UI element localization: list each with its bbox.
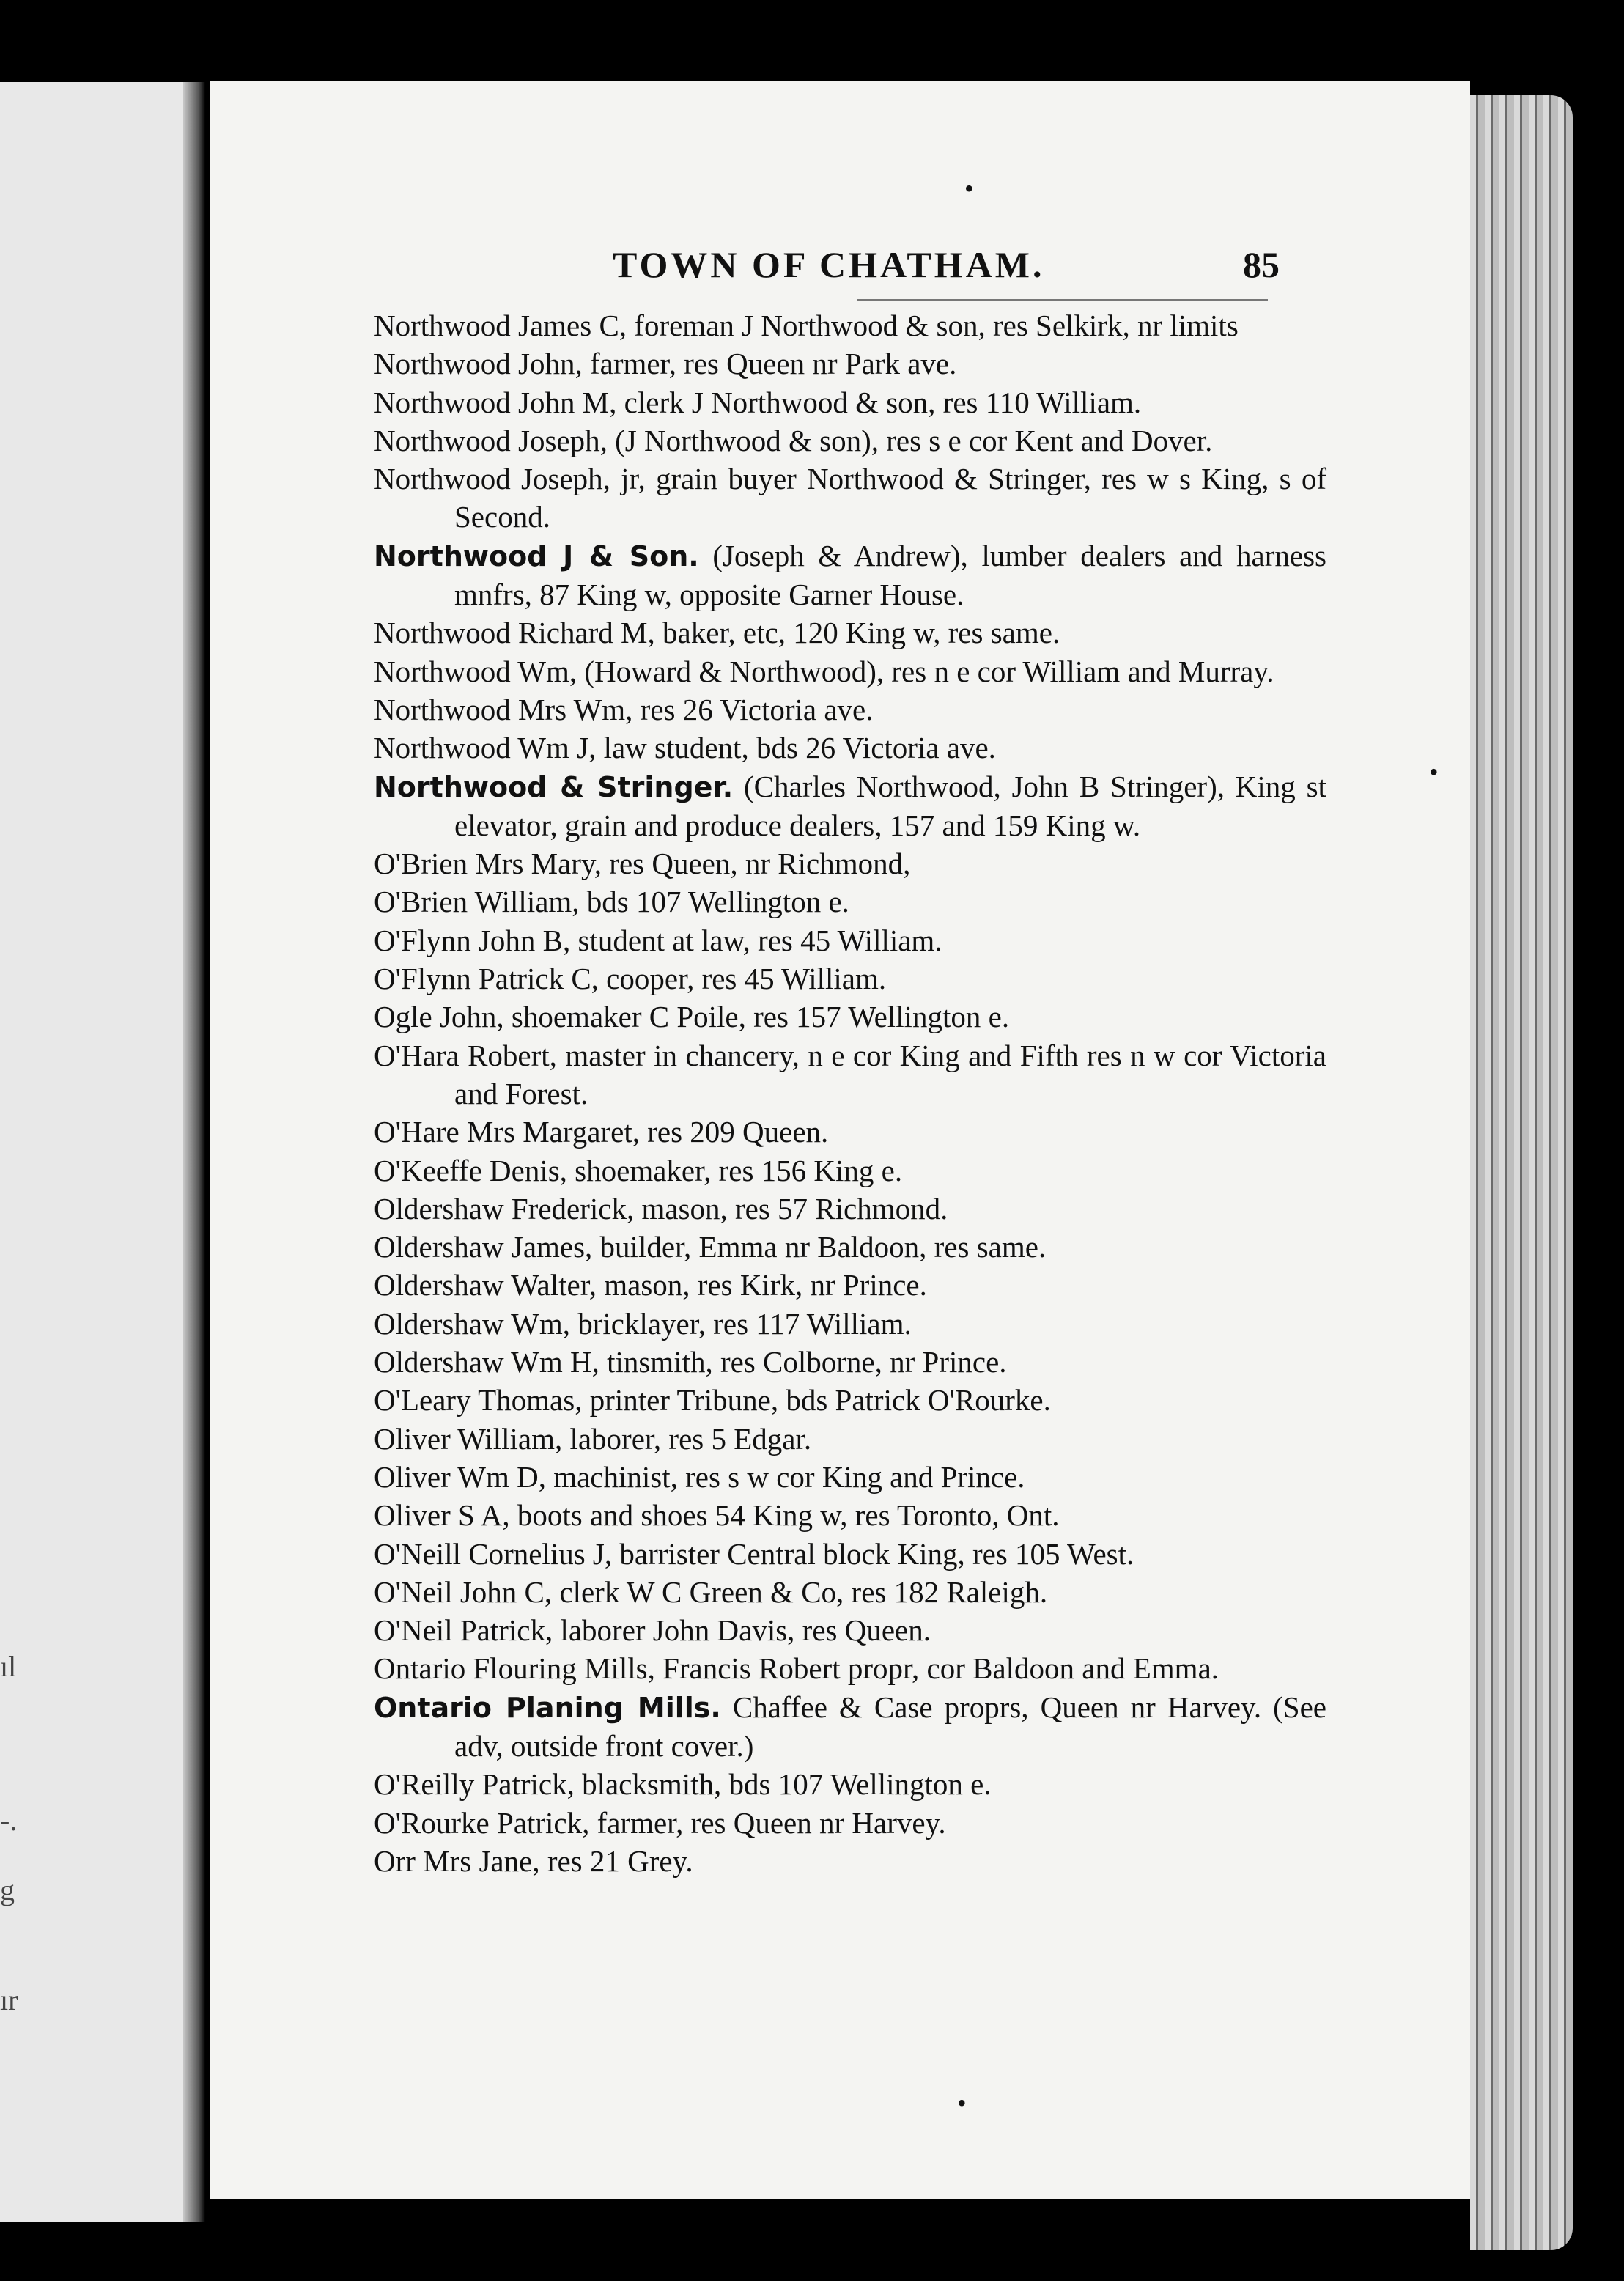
entry-text: Oldershaw Wm H, tinsmith, res Colborne, nr Prince. — [374, 1345, 1007, 1379]
directory-entry — [374, 1420, 1326, 1458]
entry-text: Oliver William, laborer, res 5 Edgar. — [374, 1421, 812, 1456]
entry-text: O'Flynn John B, student at law, res 45 William. — [374, 923, 942, 957]
entry-text: O'Keeffe Denis, shoemaker, res 156 King e. — [374, 1153, 903, 1187]
entry-text: O'Hare Mrs Margaret, res 209 Queen. — [374, 1115, 829, 1149]
entry-text: Oliver S A, boots and shoes 54 King w, res Toronto, Ont. — [374, 1498, 1060, 1533]
directory-entry — [374, 767, 1326, 845]
entry-text: Chaffee & Case proprs, Queen nr Harvey. (See adv, outside front cover.) — [454, 1689, 1326, 1763]
entry-text: Oliver Wm D, machinist, res s w cor King and Prince. — [374, 1459, 1025, 1494]
directory-entry — [374, 460, 1326, 537]
directory-entry — [374, 1804, 1326, 1842]
directory-entry — [374, 998, 1326, 1036]
directory-entry — [374, 1113, 1326, 1151]
entry-text: (Charles Northwood, John B Stringer), King st elevator, grain and produce dealers, 157 and 159 King w. — [454, 769, 1326, 842]
directory-entry — [374, 729, 1326, 767]
entry-text: O'Neil Patrick, laborer John Davis, res Queen. — [374, 1613, 931, 1648]
directory-entry — [374, 1842, 1326, 1880]
margin-fragment: ıl — [0, 1650, 17, 1683]
entry-name: Northwood J & Son. — [374, 539, 699, 572]
directory-entry — [374, 1688, 1326, 1766]
directory-entry — [374, 1649, 1326, 1687]
entry-text: O'Flynn Patrick C, cooper, res 45 William. — [374, 962, 887, 996]
page-title: TOWN OF CHATHAM. — [613, 244, 1045, 285]
entry-text: Northwood Richard M, baker, etc, 120 King w, res same. — [374, 616, 1060, 650]
directory-entry — [374, 1228, 1326, 1266]
entry-text: Northwood Wm J, law student, bds 26 Victoria ave. — [374, 731, 996, 765]
entry-name: Ontario Planing Mills. — [374, 1691, 721, 1724]
entry-text: Northwood Mrs Wm, res 26 Victoria ave. — [374, 692, 874, 726]
entry-text: Oldershaw Frederick, mason, res 57 Richmond. — [374, 1191, 948, 1226]
directory-entry — [374, 1496, 1326, 1534]
directory-entry — [374, 421, 1326, 460]
page-edges — [1470, 95, 1573, 2250]
entry-text: Northwood James C, foreman J Northwood & son, res Selkirk, nr limits — [374, 309, 1239, 342]
entry-text: Ogle John, shoemaker C Poile, res 157 Wellington e. — [374, 1000, 1010, 1034]
entry-text: O'Hara Robert, master in chancery, n e cor King and Fifth res n w cor Victoria and Forest. — [374, 1038, 1326, 1110]
entry-text: O'Neil John C, clerk W C Green & Co, res 182 Raleigh. — [374, 1574, 1048, 1609]
facing-page — [0, 82, 196, 2222]
entry-text: Northwood John, farmer, res Queen nr Park ave. — [374, 347, 957, 381]
directory-entries — [374, 306, 1326, 1880]
directory-entry — [374, 1036, 1326, 1113]
entry-text: Orr Mrs Jane, res 21 Grey. — [374, 1843, 693, 1878]
directory-entry — [374, 306, 1326, 344]
running-header — [613, 243, 1280, 295]
book-gutter — [183, 82, 205, 2222]
header-rule — [857, 299, 1268, 301]
entry-text: O'Brien Mrs Mary, res Queen, nr Richmond, — [374, 847, 911, 881]
directory-entry — [374, 1765, 1326, 1803]
directory-entry — [374, 1381, 1326, 1419]
ink-speck: • — [1429, 757, 1439, 786]
directory-entry — [374, 383, 1326, 421]
entry-text: Oldershaw Wm, bricklayer, res 117 William. — [374, 1306, 912, 1341]
entry-text: O'Reilly Patrick, blacksmith, bds 107 Wellington e. — [374, 1767, 992, 1802]
ink-speck: • — [957, 2088, 967, 2118]
margin-fragment: ır — [0, 1983, 18, 2016]
entry-text: (Joseph & Andrew), lumber dealers and harness mnfrs, 87 King w, opposite Garner House. — [454, 538, 1326, 612]
directory-entry — [374, 1611, 1326, 1649]
directory-entry — [374, 844, 1326, 882]
directory-entry — [374, 959, 1326, 998]
directory-entry — [374, 1305, 1326, 1343]
directory-entry — [374, 344, 1326, 383]
directory-entry — [374, 690, 1326, 729]
ink-speck: • — [964, 174, 974, 203]
entry-text: Northwood Joseph, (J Northwood & son), res s e cor Kent and Dover. — [374, 423, 1213, 457]
entry-name: Northwood & Stringer. — [374, 770, 734, 803]
directory-entry — [374, 652, 1326, 690]
entry-text: O'Neill Cornelius J, barrister Central block King, res 105 West. — [374, 1536, 1134, 1571]
entry-text: Northwood John M, clerk J Northwood & son, res 110 William. — [374, 385, 1142, 419]
directory-entry — [374, 1343, 1326, 1381]
margin-fragment: -. — [0, 1804, 18, 1837]
page-number: 85 — [1243, 244, 1280, 285]
directory-entry — [374, 921, 1326, 959]
directory-entry — [374, 537, 1326, 614]
directory-entry — [374, 1535, 1326, 1573]
entry-text: Oldershaw Walter, mason, res Kirk, nr Prince. — [374, 1268, 927, 1302]
entry-text: Oldershaw James, builder, Emma nr Baldoon, res same. — [374, 1230, 1047, 1264]
directory-entry — [374, 613, 1326, 652]
directory-entry — [374, 1190, 1326, 1228]
directory-entry — [374, 882, 1326, 921]
entry-text: O'Leary Thomas, printer Tribune, bds Patrick O'Rourke. — [374, 1383, 1051, 1418]
entry-text: Ontario Flouring Mills, Francis Robert propr, cor Baldoon and Emma. — [374, 1651, 1219, 1686]
entry-text: Northwood Joseph, jr, grain buyer Northwood & Stringer, res w s King, s of Second. — [374, 462, 1326, 534]
directory-entry — [374, 1458, 1326, 1496]
margin-fragment: g — [0, 1873, 15, 1906]
entry-text: Northwood Wm, (Howard & Northwood), res n e cor William and Murray. — [374, 654, 1274, 688]
entry-text: O'Rourke Patrick, farmer, res Queen nr Harvey. — [374, 1805, 946, 1840]
directory-entry — [374, 1151, 1326, 1190]
entry-text: O'Brien William, bds 107 Wellington e. — [374, 885, 849, 919]
directory-entry — [374, 1573, 1326, 1611]
directory-entry — [374, 1266, 1326, 1304]
